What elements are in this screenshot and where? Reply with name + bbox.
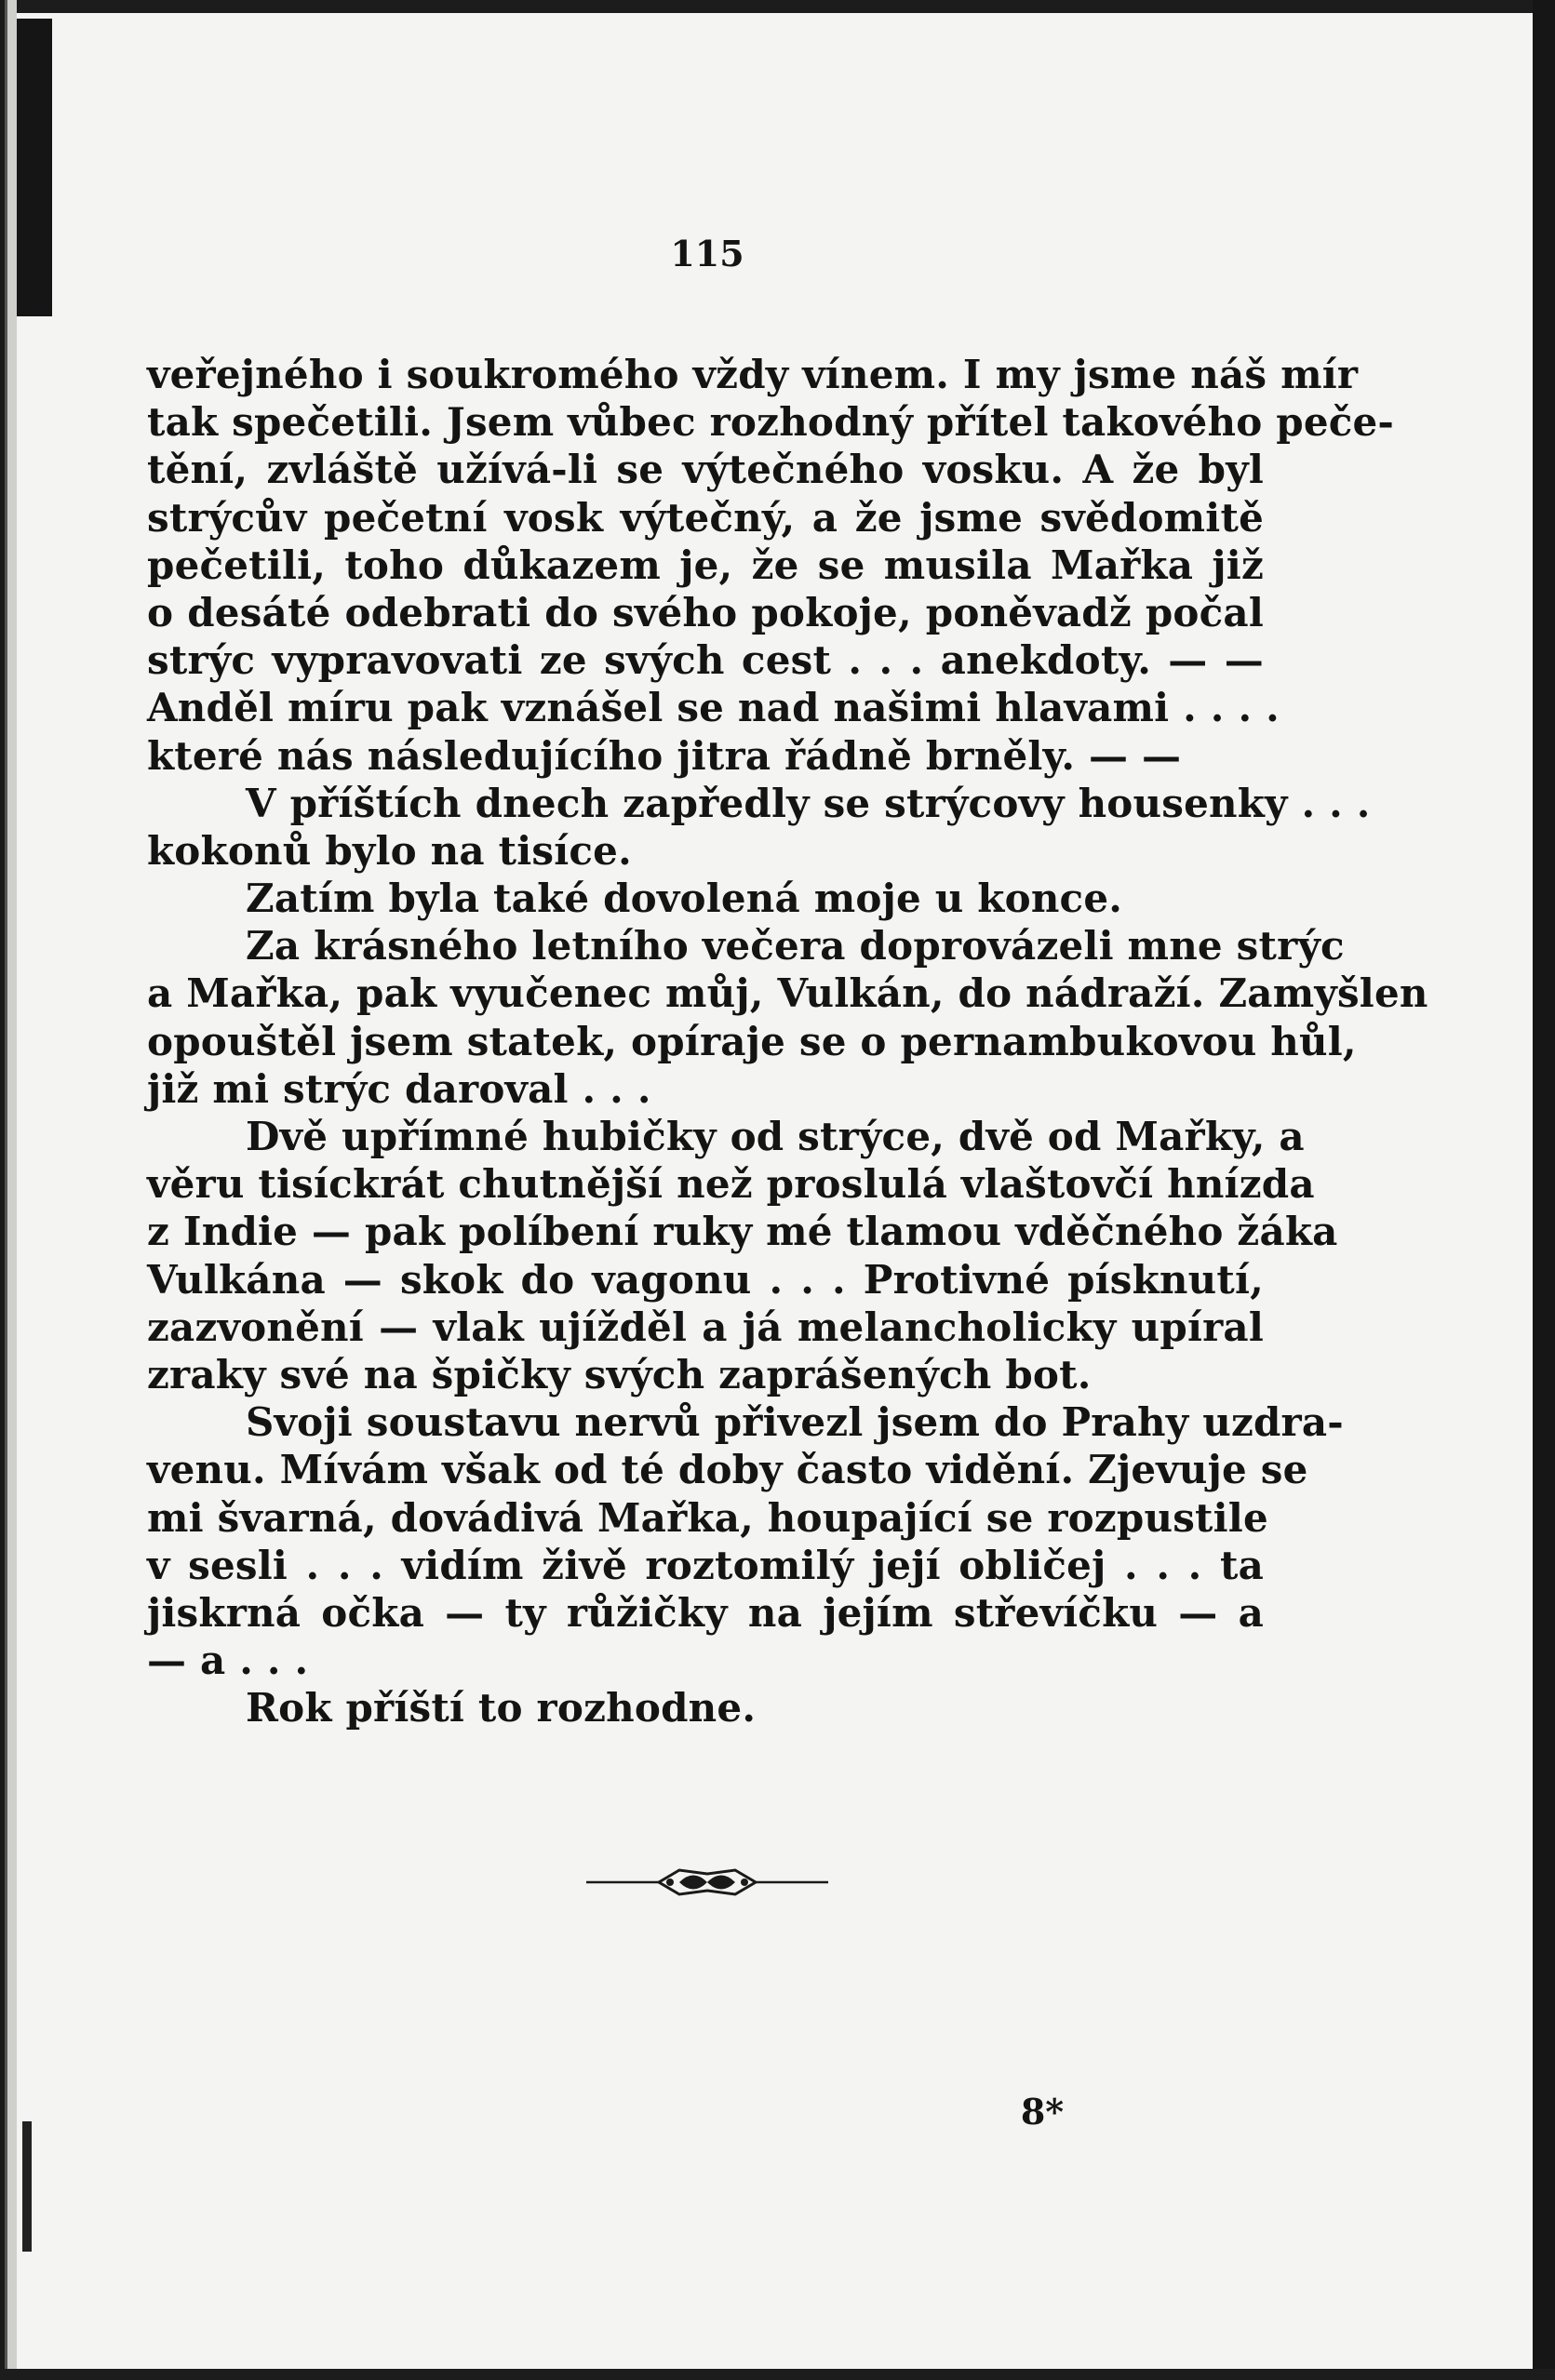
text-line: V příštích dnech zapředly se strýcovy housenky . . . xyxy=(246,780,1371,826)
text-line: jiskrná očka — ty růžičky na jejím střevíčku — a xyxy=(147,1589,1264,1636)
text-line: venu. Mívám však od té doby často vidění. Zjevuje se xyxy=(147,1447,1308,1493)
text-line: v sesli . . . vidím živě roztomilý její obličej . . . ta xyxy=(147,1542,1264,1588)
text-line: Vulkána — skok do vagonu . . . Protivné písknutí, xyxy=(147,1256,1264,1303)
text-line: veřejného i soukromého vždy vínem. I my jsme náš mír xyxy=(147,352,1359,397)
text-line: které nás následujícího jitra řádně brněly. — — xyxy=(147,732,1182,779)
page-number: 115 xyxy=(670,233,744,274)
text-line: o desáté odebrati do svého pokoje, poněvadž počal xyxy=(147,589,1264,635)
text-line: tak spečetili. Jsem vůbec rozhodný přítel takového peče- xyxy=(147,399,1395,446)
scan-edge-left xyxy=(0,0,17,2380)
scan-binding-mark-lower xyxy=(22,2121,32,2252)
text-line: strýcův pečetní vosk výtečný, a že jsme svědomitě xyxy=(147,494,1264,541)
text-line: Svoji soustavu nervů přivezl jsem do Prahy uzdra- xyxy=(246,1399,1344,1446)
text-line: věru tisíckrát chutnější než proslulá vlaštovčí hnízda xyxy=(147,1161,1315,1208)
text-line: mi švarná, dovádivá Mařka, houpající se rozpustile xyxy=(147,1494,1268,1541)
text-line: Rok příští to rozhodne. xyxy=(246,1685,757,1732)
text-line: pečetili, toho důkazem je, že se musila Mařka již xyxy=(147,542,1264,588)
text-line: Dvě upřímné hubičky od strýce, dvě od Mařky, a xyxy=(246,1114,1305,1159)
text-line: a Mařka, pak vyučenec můj, Vulkán, do nádraží. Zamyšlen xyxy=(147,970,1428,1017)
text-line: opouštěl jsem statek, opíraje se o pernambukovou hůl, xyxy=(147,1018,1357,1064)
text-line: již mi strýc daroval . . . xyxy=(147,1065,651,1112)
text-line: zazvonění — vlak ujížděl a já melancholicky upíral xyxy=(147,1304,1264,1350)
text-line: z Indie — pak políbení ruky mé tlamou vděčného žáka xyxy=(147,1209,1338,1255)
text-line: Za krásného letního večera doprovázeli mne strýc xyxy=(246,923,1345,969)
signature-mark: 8* xyxy=(1020,2091,1065,2133)
text-line: zraky své na špičky svých zaprášených bot. xyxy=(147,1351,1092,1397)
body-text xyxy=(147,351,1428,1732)
scan-border-bottom xyxy=(0,2369,1555,2380)
fleuron-ornament-icon xyxy=(586,1861,828,1904)
text-line: tění, zvláště užívá-li se výtečného vosku. A že byl xyxy=(147,447,1264,493)
text-line: Zatím byla také dovolená moje u konce. xyxy=(246,876,1123,922)
text-line: strýc vypravovati ze svých cest . . . anekdoty. — — xyxy=(147,637,1264,684)
scan-binding-mark xyxy=(17,19,52,316)
text-line: kokonů bylo na tisíce. xyxy=(147,827,632,874)
text-line: Anděl míru pak vznášel se nad našimi hlavami . . . . xyxy=(147,685,1280,731)
scan-border-top xyxy=(0,0,1555,13)
scan-border-right xyxy=(1533,0,1555,2380)
text-line: — a . . . xyxy=(147,1638,309,1684)
